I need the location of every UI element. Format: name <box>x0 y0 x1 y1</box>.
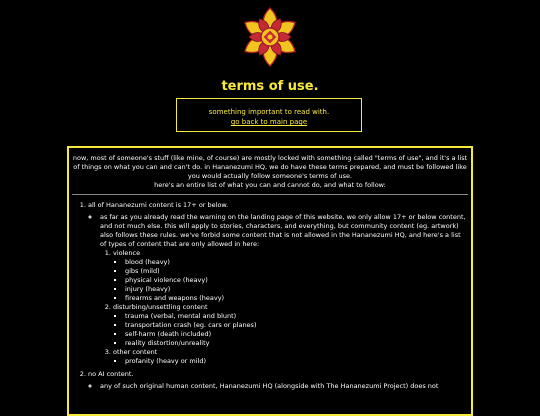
content-type-item: ▪ self-harm (death included) <box>125 330 468 339</box>
content-type-item: ▪ firearms and weapons (heavy) <box>125 294 468 303</box>
content-type-item: ▪ gibs (mild) <box>125 267 468 276</box>
rule-detail <box>100 213 468 366</box>
mandala-flower-logo <box>240 6 300 68</box>
rule-label: all of Hananezumi content is 17+ or below. <box>88 201 229 209</box>
rule-item <box>88 370 468 391</box>
intro-list-lead: here's an entire list of what you can and cannot do, and what to follow: <box>154 181 386 189</box>
rule-detail <box>100 382 468 391</box>
notice-box <box>176 98 362 132</box>
category-item <box>113 348 468 366</box>
content-type-item: ▪ injury (heavy) <box>125 285 468 294</box>
category-list <box>100 249 468 366</box>
content-type-item: ▪ blood (heavy) <box>125 258 468 267</box>
content-type-item: ▪ physical violence (heavy) <box>125 276 468 285</box>
category-item <box>113 249 468 303</box>
intro-text: now, most of someone's stuff (like mine, of course) are mostly locked with something called "terms of use", and it's a list of things on what you can and can't do. in Hananezumi HQ, we do have these terms prepared, and must be followed like you would actually follow someone's terms of use. <box>72 154 468 180</box>
content-type-item: ▪ profanity (heavy or mild) <box>125 357 468 366</box>
content-type-item: ▪ reality distortion/unreality <box>125 339 468 348</box>
notice-text: something important to read with. <box>208 108 330 116</box>
rule-label: no AI content. <box>88 370 134 378</box>
rule-item <box>88 201 468 366</box>
rule-detail-text: as far as you already read the warning on the landing page of this website, we only allow 17+ or below content, and not much else. this will apply to stories, characters, and everything, but community content (eg. artwork) also follows these rules. we've forbid some content that is not allowed in the Hananezumi HQ, and here's a list of types of content that are only allowed in here: <box>100 213 466 248</box>
intro <box>72 154 468 190</box>
rules-list <box>72 201 468 391</box>
page-title: terms of use. <box>221 79 319 94</box>
terms-content <box>67 146 473 416</box>
divider <box>72 194 468 195</box>
category-label: violence <box>113 249 141 257</box>
category-label: disturbing/unsettling content <box>113 303 208 311</box>
rule-detail-text: any of such original human content, Hananezumi HQ (alongside with The Hananezumi Project) does not <box>100 382 439 390</box>
back-to-main-link[interactable]: go back to main page <box>230 118 308 126</box>
category-item <box>113 303 468 348</box>
content-type-item: ▪ transportation crash (eg. cars or planes) <box>125 321 468 330</box>
content-type-item: ▪ trauma (verbal, mental and blunt) <box>125 312 468 321</box>
category-label: other content <box>113 348 158 356</box>
